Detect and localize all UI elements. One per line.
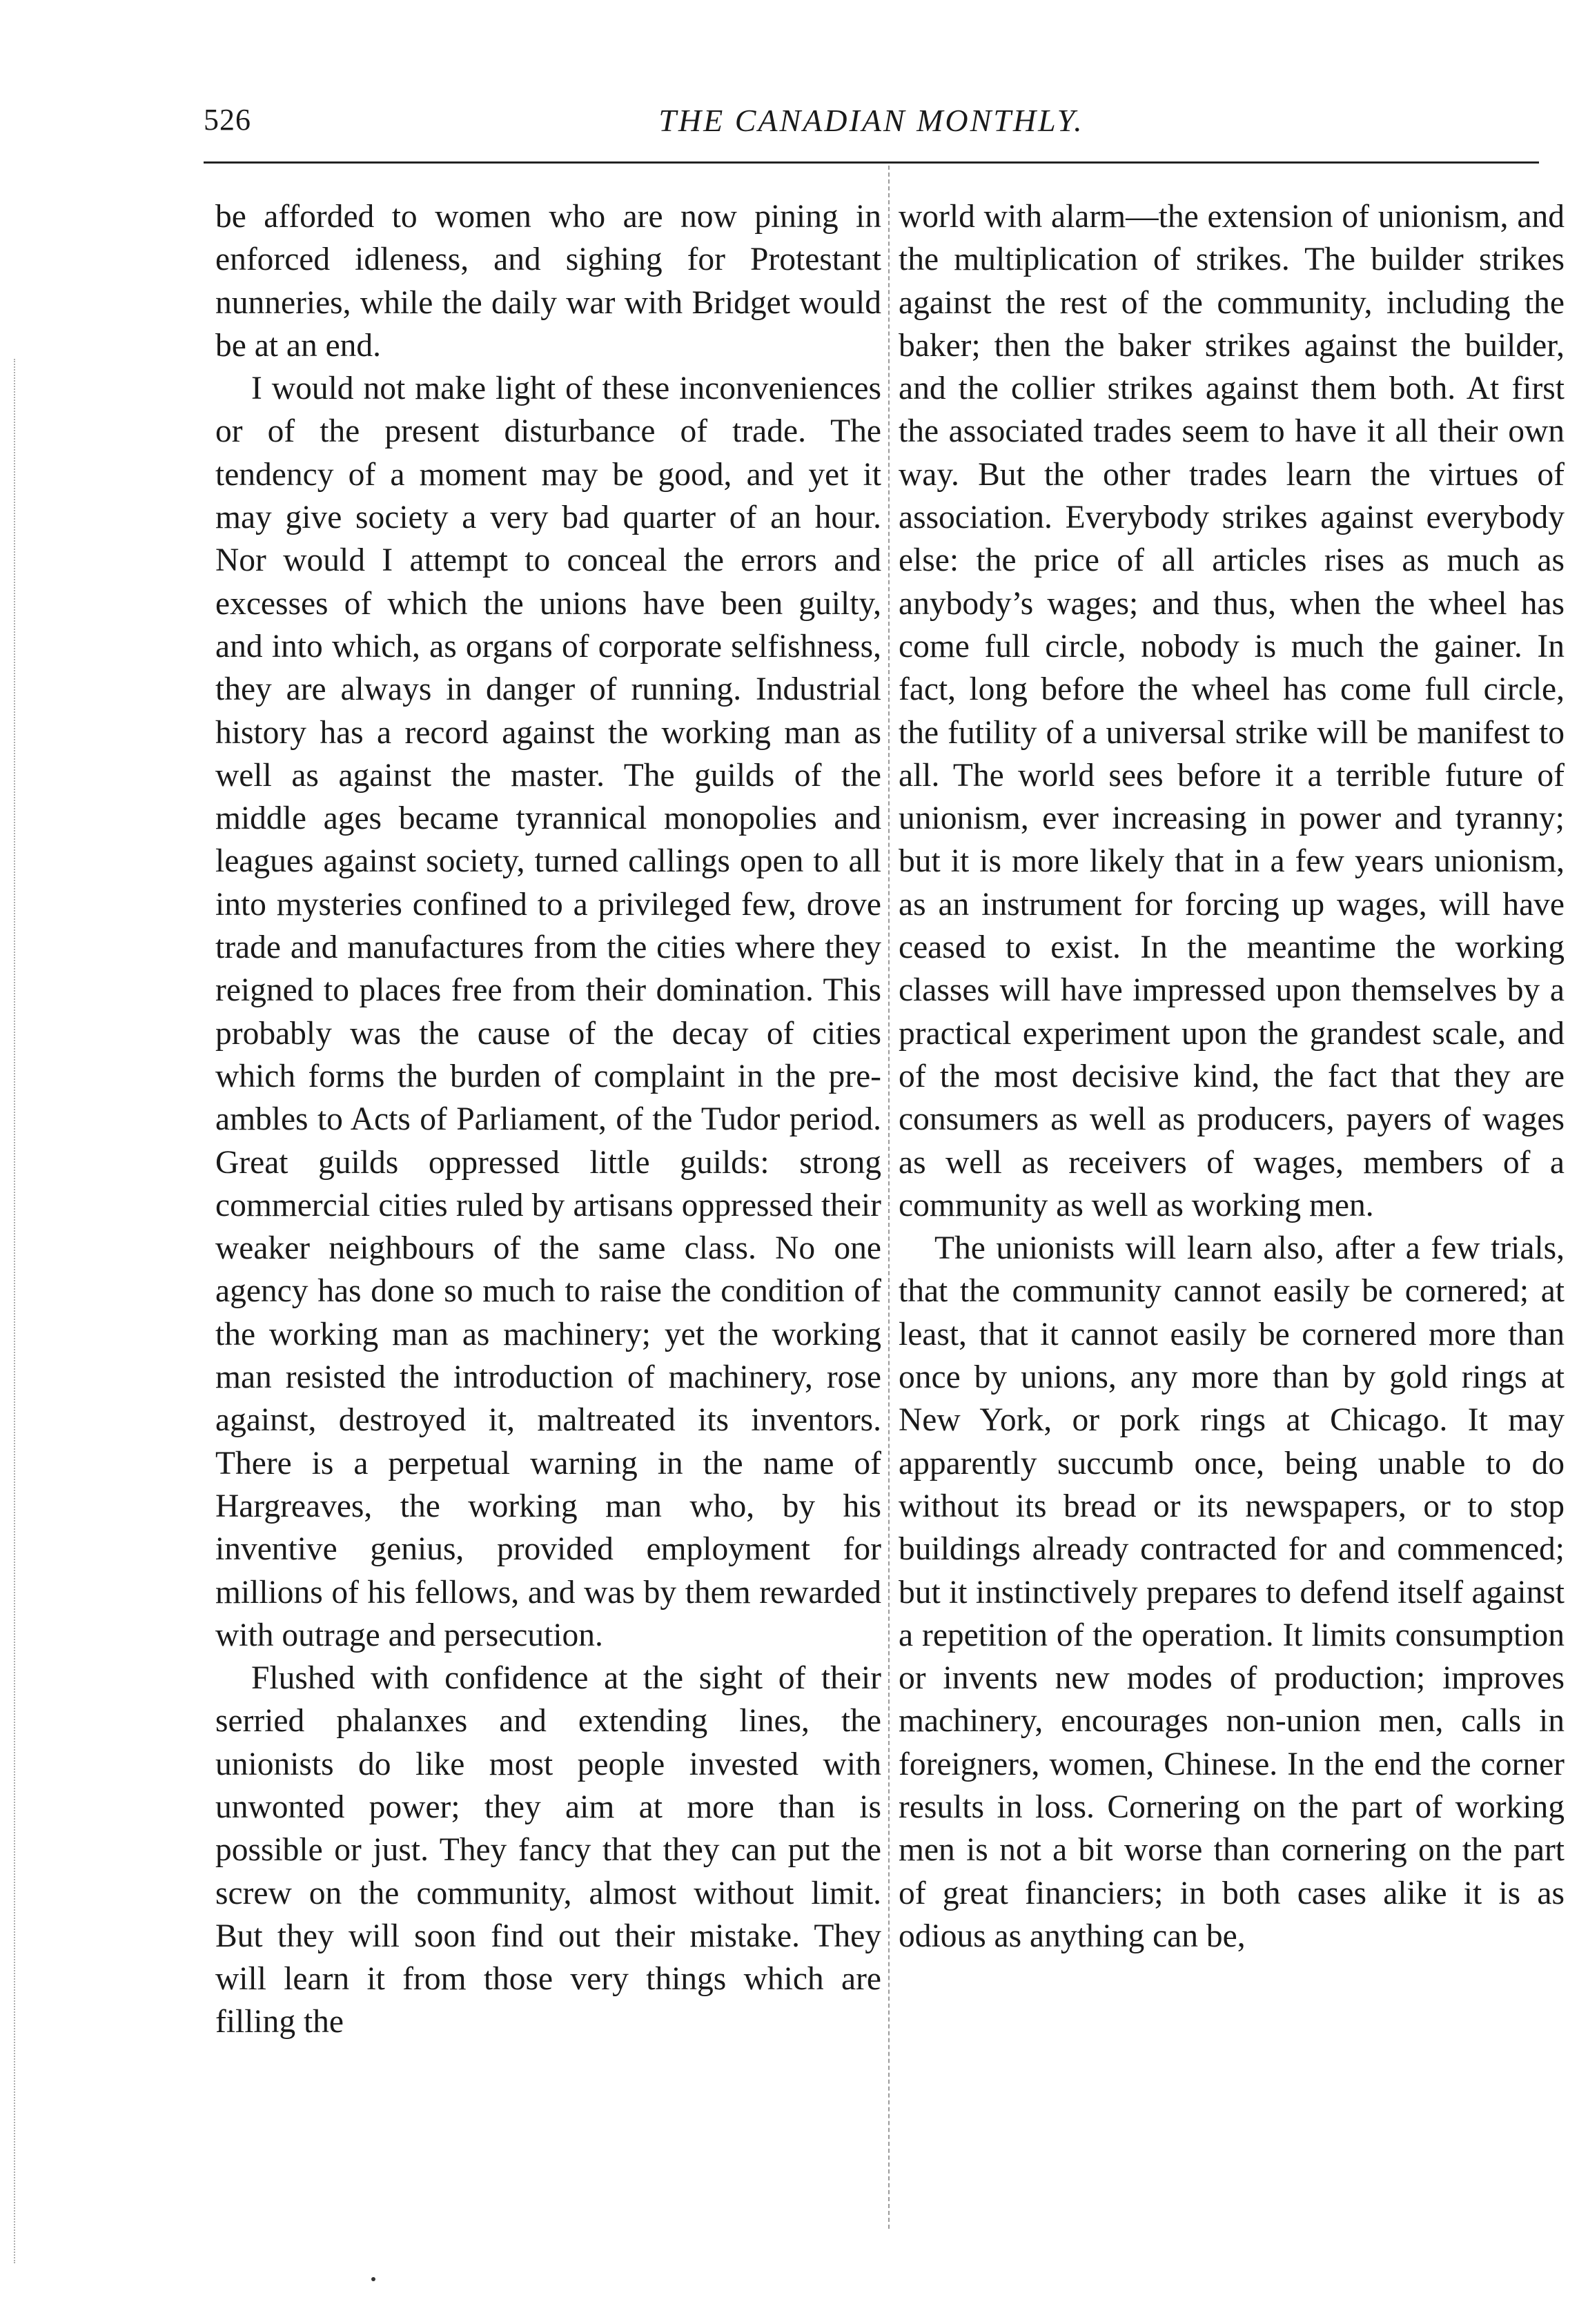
- paragraph: Flushed with confidence at the sight of their serried phalanxes and extending lines, the unionists do like most people invested with unwonted power; they aim at more than is possible or just. They fancy that they can put the screw on the community, almost without limit. But they will soon find out their mistake. They will learn it from those very things which are filling the: [215, 1660, 881, 2040]
- paragraph: world with alarm—the extension of unionism, and the multiplication of strikes. The builder strikes against the rest of the community, including the baker; then the baker strikes against the builder, and the collier strikes against them both. At first the associated trades seem to have it all their own way. But the other trades learn the virtues of association. Everybody strikes against everybody else: the price of all articles rises as much as anybody’s wages; and thus, when the wheel has come full circle, nobody is much the gainer. In fact, long before the wheel has come full circle, the futility of a universal strike will be manifest to all. The world sees before it a terrible future of unionism, ever increasing in power and tyranny; but it is more likely that in a few years unionism, as an instrument for forcing up wages, will have ceased to exist. In the meantime the working classes will have impressed upon themselves by a practical experiment upon the grandest scale, and of the most decisive kind, the fact that they are consumers as well as producers, payers of wages as well as receivers of wages, members of a community as well as working men.: [899, 199, 1565, 1223]
- paragraph: I would not make light of these inconveniences or of the present disturbance of trade. The tendency of a moment may be good, and yet it may give society a very bad quarter of an hour. Nor would I attempt to conceal the errors and excesses of which the unions have been guilty, and into which, as organs of corporate selfishness, they are always in danger of running. Industrial history has a record against the working man as well as against the master. The guilds of the middle ages became tyrannical monopolies and leagues against society, turned callings open to all into mysteries confined to a privileged few, drove trade and manufactures from the cities where they reigned to places free from their domination. This probably was the cause of the decay of cities which forms the burden of complaint in the preambles to Acts of Parliament, of the Tudor period. Great guilds oppressed little guilds: strong commercial cities ruled by artisans oppressed their weaker neighbours of the same class. No one agency has done so much to raise the condition of the working man as machinery; yet the working man resisted the introduction of machinery, rose against, destroyed it, maltreated its inventors. There is a perpetual warning in the name of Hargreaves, the working man who, by his inventive genius, provided employment for millions of his fellows, and was by them rewarded with outrage and persecution.: [215, 371, 881, 1653]
- right-column: [899, 195, 1565, 1958]
- scan-margin-marks: [14, 359, 19, 2263]
- page-header: [204, 102, 1539, 150]
- paragraph: The unionists will learn also, after a few trials, that the community cannot easily be cornered; at least, that it cannot easily be cornered more than once by unions, any more than by gold rings at New York, or pork rings at Chicago. It may apparently succumb once, being unable to do without its bread or its newspapers, or to stop buildings already contracted for and commenced; but it instinctively prepares to defend itself against a repetition of the operation. It limits consumption or invents new modes of production; improves machinery, encourages non-union men, calls in foreigners, women, Chinese. In the end the corner results in loss. Cornering on the part of working men is not a bit worse than cornering on the part of great financiers; in both cases alike it is as odious as anything can be,: [899, 1230, 1565, 1954]
- ink-speck: [371, 2277, 375, 2281]
- column-divider: [888, 166, 890, 2229]
- page-number: 526: [204, 103, 251, 137]
- left-column: [215, 195, 881, 2044]
- paragraph: be afforded to women who are now pining in enforced idleness, and sighing for Protestant nunneries, while the daily war with Bridget would be at an end.: [215, 199, 881, 364]
- header-rule: [204, 161, 1539, 164]
- running-title: THE CANADIAN MONTHLY.: [658, 103, 1084, 138]
